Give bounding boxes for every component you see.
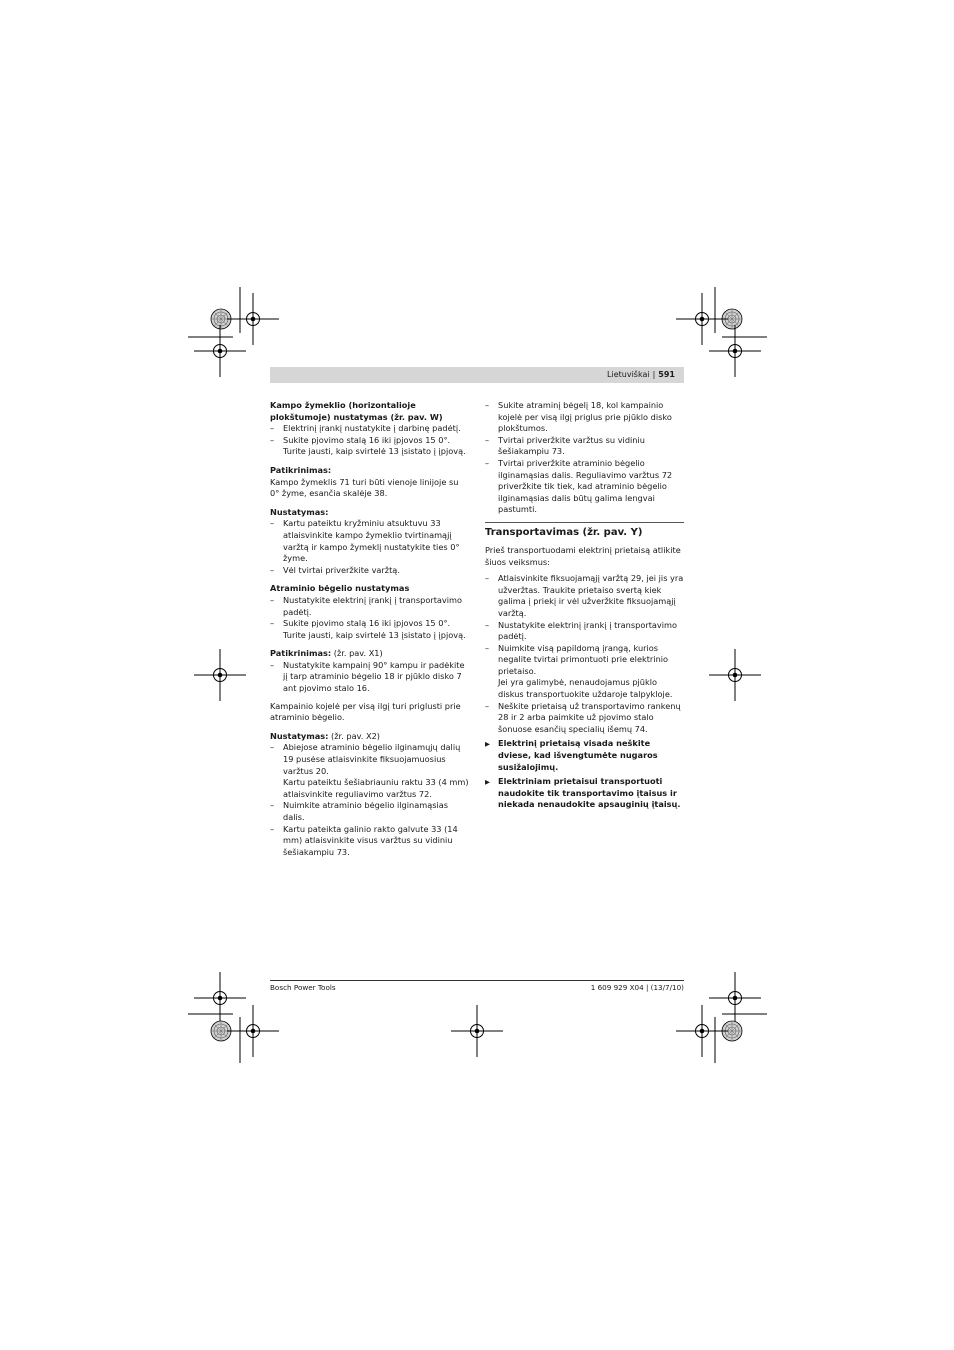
footer-doc-id: 1 609 929 X04 | (13/7/10)	[590, 983, 684, 992]
step-list	[270, 518, 470, 576]
step-list	[270, 423, 470, 458]
left-column	[270, 400, 470, 865]
header-separator: |	[652, 370, 656, 379]
list-item: – Nustatykite kampainį 90° kampu ir padėkite jį tarp atraminio bėgelio 18 ir pjūklo disko 7 ant pjovimo stalo 16.	[270, 660, 470, 695]
list-item: – Vėl tvirtai priveržkite varžtą.	[270, 565, 470, 577]
paragraph: Kampainio kojelė per visą ilgį turi priglusti prie atraminio bėgelio.	[270, 700, 461, 723]
list-item	[485, 643, 685, 701]
page-number: 591	[658, 370, 675, 379]
footer-brand: Bosch Power Tools	[270, 983, 336, 992]
section-title: Nustatymas:	[270, 506, 329, 517]
list-item-text: – Nuimkite visą papildomą įrangą, kurios negalite tvirtai primontuoti prie elektrinio prietaiso.	[498, 642, 669, 676]
step-list	[270, 660, 470, 695]
list-item	[270, 742, 470, 800]
list-item: – Elektrinį įrankį nustatykite į darbinę padėtį.	[270, 423, 470, 435]
list-item: – Atlaisvinkite fiksuojamąjį varžtą 29, jei jis yra užveržtas. Traukite prietaiso svertą kiek galima į priekį ir vėl užveržkite fiksuojamąjį varžtą.	[485, 573, 685, 619]
section-check-x1	[270, 648, 470, 724]
header-language: Lietuviškai	[607, 370, 650, 379]
step-list	[270, 595, 470, 641]
section-title: Atraminio bėgelio nustatymas	[270, 583, 410, 594]
warning-item: ▶ Elektrinį prietaisą visada neškite dviese, kad išvengtumėte nugaros susižalojimų.	[485, 738, 685, 773]
figure-reference: (žr. pav. X2)	[328, 730, 381, 741]
list-item: – Tvirtai priveržkite varžtus su vidiniu šešiakampiu 73.	[485, 435, 685, 458]
list-item: – Tvirtai priveržkite atraminio bėgelio ilginamąsias dalis. Reguliavimo varžtus 72 priveržkite tik tiek, kad atraminio bėgelio ilginamąsias dalis būtų galima lengvai pastumti.	[485, 458, 685, 516]
list-item: – Sukite pjovimo stalą 16 iki įpjovos 15 0°. Turite jausti, kaip svirtelė 13 įsistato į įpjovą.	[270, 435, 470, 458]
section-title: Patikrinimas:	[270, 648, 332, 659]
list-item-text: Kartu pateiktu šešiabriauniu raktu 33 (4 mm) atlaisvinkite reguliavimo varžtus 72.	[283, 777, 469, 799]
section-angle-marker	[270, 400, 470, 458]
paragraph: Prieš transportuodami elektrinį prietaisą atlikite šiuos veiksmus:	[485, 544, 681, 567]
list-item: – Sukite atraminį bėgelį 18, kol kampainio kojelė per visą ilgį priglus prie pjūklo disko plokštumos.	[485, 400, 685, 435]
list-item: – Neškite prietaisą už transportavimo rankenų 28 ir 2 arba paimkite už pjovimo stalo šonuose esančių specialių išemų 74.	[485, 701, 685, 736]
list-item: – Nustatykite elektrinį įrankį į transportavimo padėtį.	[270, 595, 470, 618]
list-item-text: Jei yra galimybė, nenaudojamus pjūklo diskus transportuokite uždaroje talpykloje.	[498, 677, 673, 700]
step-list	[485, 400, 685, 516]
figure-reference: (žr. pav. X1)	[331, 648, 383, 659]
list-item: – Nustatykite elektrinį įrankį į transportavimo padėtį.	[485, 620, 685, 643]
list-item-text: – Abiejose atraminio bėgelio ilginamųjų dalių 19 pusėse atlaisvinkite fiksuojamuosius varžtus 20.	[283, 742, 461, 776]
section-title: Kampo žymeklio (horizontalioje plokštumoje) nustatymas (žr. pav. W)	[270, 400, 443, 422]
list-item: – Sukite pjovimo stalą 16 iki įpjovos 15 0°. Turite jausti, kaip svirtelė 13 įsistato į įpjovą.	[270, 618, 470, 641]
list-item: – Nuimkite atraminio bėgelio ilginamąsias dalis.	[270, 800, 470, 823]
paragraph: Kampo žymeklis 71 turi būti vienoje linijoje su 0° žyme, esančia skalėje 38.	[270, 476, 459, 499]
section-fence-adjust	[270, 583, 470, 641]
step-list	[270, 742, 470, 858]
transport-title: Transportavimas (žr. pav. Y)	[485, 526, 643, 538]
section-adjust-x2	[270, 731, 470, 859]
list-item: – Kartu pateikta galinio rakto galvute 33 (14 mm) atlaisvinkite visus varžtus su vidiniu šešiakampiu 73.	[270, 824, 470, 859]
list-item: – Kartu pateiktu kryžminiu atsuktuvu 33 atlaisvinkite kampo žymeklio tvirtinamąjį varžtą ir kampo žymeklį nustatykite ties 0° žyme.	[270, 518, 470, 564]
section-divider	[485, 522, 684, 523]
page-header	[270, 367, 684, 383]
footer-divider	[270, 980, 684, 981]
step-list	[485, 573, 685, 811]
warning-item: ▶ Elektriniam prietaisui transportuoti naudokite tik transportavimo įtaisus ir niekada nenaudokite apsauginių įtaisų.	[485, 776, 685, 811]
section-adjust	[270, 507, 470, 577]
section-title: Patikrinimas:	[270, 464, 332, 475]
section-check	[270, 465, 470, 500]
right-column	[485, 400, 685, 817]
section-title: Nustatymas:	[270, 730, 329, 741]
